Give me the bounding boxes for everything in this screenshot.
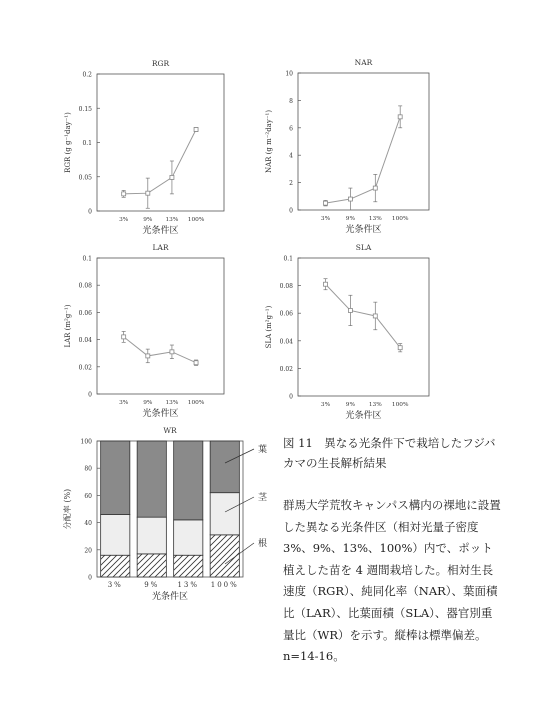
x-tick-label: 13% <box>165 217 179 223</box>
y-tick-label: 0.06 <box>279 310 293 318</box>
data-point <box>324 201 328 205</box>
x-tick-label: 9% <box>143 400 153 406</box>
series-line <box>326 284 401 347</box>
x-tick-label: 3% <box>119 400 129 406</box>
y-tick-label: 0.1 <box>283 255 293 263</box>
x-tick-label: 9% <box>143 217 153 223</box>
chart-title: SLA <box>355 243 372 252</box>
chart-title: LAR <box>152 243 169 252</box>
y-tick-label: 0.04 <box>78 337 92 345</box>
x-tick-label: 9% <box>345 216 356 222</box>
y-tick-label: 0.08 <box>78 282 92 290</box>
y-tick-label: 0.08 <box>279 283 293 291</box>
y-tick-label: 40 <box>84 520 92 528</box>
y-axis-label: NAR (g m⁻²day⁻¹) <box>265 109 273 174</box>
y-tick-label: 0.06 <box>78 309 92 317</box>
y-tick-label: 2 <box>289 180 293 188</box>
data-point <box>194 127 198 131</box>
data-point <box>146 191 150 195</box>
bar-segment <box>210 441 239 493</box>
y-tick-label: 8 <box>289 97 293 105</box>
data-point <box>146 354 150 358</box>
y-tick-label: 0 <box>289 207 293 215</box>
data-point <box>398 115 402 119</box>
y-tick-label: 100 <box>80 438 92 446</box>
y-tick-label: 6 <box>289 125 293 133</box>
y-tick-label: 0 <box>88 208 92 216</box>
series-line <box>124 337 196 363</box>
data-point <box>348 197 352 201</box>
bar-segment <box>101 555 130 577</box>
data-point <box>373 186 377 190</box>
x-tick-label: 13% <box>368 402 382 408</box>
y-tick-label: 80 <box>84 465 92 473</box>
x-axis-label: 光条件区 <box>345 411 382 421</box>
data-point <box>122 192 126 196</box>
x-tick-label: 13% <box>177 581 200 589</box>
plot-frame <box>298 73 429 210</box>
bar-segment <box>210 493 239 535</box>
y-axis-label: SLA (m²g⁻¹) <box>265 305 273 349</box>
data-point <box>348 308 352 312</box>
x-tick-label: 100% <box>391 402 409 408</box>
y-tick-label: 0.15 <box>78 105 92 113</box>
bar-segment <box>101 441 130 514</box>
legend-label: 葉 <box>258 445 268 455</box>
y-tick-label: 0.1 <box>82 255 92 263</box>
y-axis-label: 分配率 (%) <box>63 488 72 530</box>
legend-label: 根 <box>258 539 268 549</box>
series-line <box>326 117 401 203</box>
y-tick-label: 4 <box>289 152 293 160</box>
y-tick-label: 0.04 <box>279 338 293 346</box>
x-tick-label: 100% <box>391 216 409 222</box>
data-point <box>324 282 328 286</box>
y-tick-label: 0.2 <box>82 71 92 79</box>
data-point <box>194 361 198 365</box>
y-tick-label: 0 <box>88 574 92 582</box>
bar-segment <box>137 517 166 554</box>
caption-body: 群馬大学荒牧キャンパス構内の裸地に設置した異なる光条件区（相対光量子密度 3%、9%、13%、100%）内で、ポット植えした苗を 4 週間栽培した。相対生長速度（RGR）、純同化率（NAR）、葉面積比（LAR）、比葉面積（SLA）、器官別重量比（WR）を示す。縦棒は標準偏差。 <box>283 498 501 642</box>
bar-segment <box>137 554 166 577</box>
x-tick-label: 100% <box>210 581 239 589</box>
x-tick-label: 9% <box>144 581 160 589</box>
x-tick-label: 3% <box>107 581 123 589</box>
y-axis-label: LAR (m²g⁻¹) <box>64 304 72 348</box>
y-tick-label: 0 <box>289 393 293 401</box>
y-tick-label: 20 <box>84 547 92 555</box>
legend-label: 茎 <box>258 493 268 503</box>
x-tick-label: 3% <box>119 217 129 223</box>
caption-title: 図 11 異なる光条件下で栽培したフジバカマの生長解析結果 <box>283 436 496 470</box>
y-tick-label: 0.02 <box>78 364 92 372</box>
data-point <box>170 350 174 354</box>
chart-title: WR <box>163 426 177 435</box>
bar-segment <box>174 441 203 520</box>
x-tick-label: 3% <box>320 402 331 408</box>
data-point <box>398 346 402 350</box>
y-tick-label: 0.05 <box>78 174 92 182</box>
x-axis-label: 光条件区 <box>142 409 179 419</box>
x-tick-label: 100% <box>187 400 205 406</box>
x-tick-label: 9% <box>345 402 356 408</box>
plot-frame <box>97 258 224 394</box>
x-tick-label: 13% <box>368 216 382 222</box>
plot-frame <box>97 74 224 211</box>
x-axis-label: 光条件区 <box>345 225 382 235</box>
bar-segment <box>137 441 166 517</box>
bar-segment <box>101 514 130 555</box>
data-point <box>170 175 174 179</box>
x-tick-label: 100% <box>187 217 205 223</box>
y-tick-label: 0.02 <box>279 365 293 373</box>
data-point <box>122 335 126 339</box>
bar-segment <box>210 535 239 577</box>
y-tick-label: 0.1 <box>82 140 92 147</box>
y-axis-label: RGR (g g⁻¹day⁻¹) <box>64 112 72 173</box>
figure-caption <box>283 433 503 668</box>
y-tick-label: 60 <box>84 492 92 500</box>
bar-segment <box>174 555 203 577</box>
bar-segment <box>174 520 203 555</box>
series-line <box>124 129 196 193</box>
x-tick-label: 3% <box>320 216 331 222</box>
y-tick-label: 0 <box>88 391 92 399</box>
x-axis-label: 光条件区 <box>142 226 179 236</box>
data-point <box>373 314 377 318</box>
y-tick-label: 10 <box>285 70 293 78</box>
caption-sample-size: n=14-16。 <box>283 649 345 664</box>
x-tick-label: 13% <box>165 400 179 406</box>
chart-title: RGR <box>151 59 170 68</box>
x-axis-label: 光条件区 <box>151 592 189 602</box>
chart-title: NAR <box>354 58 373 67</box>
plot-frame <box>298 258 429 396</box>
